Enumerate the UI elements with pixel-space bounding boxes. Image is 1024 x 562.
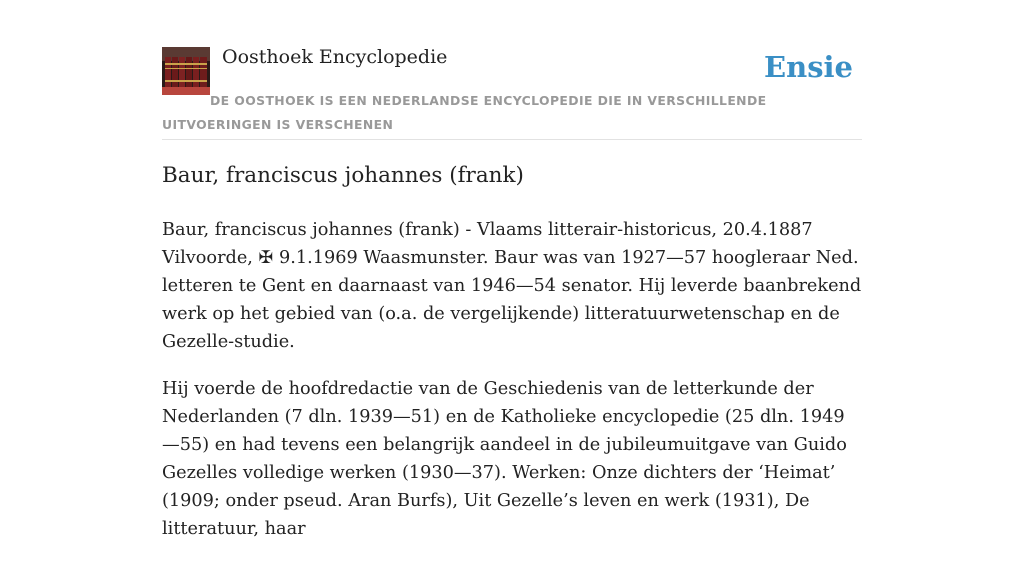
- encyclopedia-books-icon[interactable]: [162, 47, 210, 95]
- site-name[interactable]: Oosthoek Encyclopedie: [222, 46, 448, 68]
- brand-logo[interactable]: Ensie: [764, 50, 853, 84]
- header-divider: [162, 139, 862, 140]
- article-body: [162, 216, 862, 562]
- article-paragraph: Hij voerde de hoofdredactie van de Geschiedenis van de letterkunde der Nederlanden (7 dln. 1939—51) en de Katholieke encyclopedie (25 dln. 1949—55) en had tevens een belangrijk aandeel in de jubileumuitgave van Guido Gezelles volledige werken (1930—37). Werken: Onze dichters der ‘Heimat’ (1909; onder pseud. Aran Burfs), Uit Gezelle’s leven en werk (1931), De litteratuur, haar: [162, 379, 847, 539]
- article-title: Baur, franciscus johannes (frank): [162, 163, 524, 188]
- article-paragraph: Baur, franciscus johannes (frank) - Vlaams litterair-historicus, 20.4.1887 Vilvoorde, ✠ 9.1.1969 Waasmunster. Baur was van 1927—57 hoogleraar Ned. letteren te Gent en daarnaast van 1946—54 senator. Hij leverde baanbrekend werk op het gebied van (o.a. de vergelijkende) litteratuurwetenschap en de Gezelle-studie.: [162, 220, 862, 352]
- site-tagline: DE OOSTHOEK IS EEN NEDERLANDSE ENCYCLOPEDIE DIE IN VERSCHILLENDE UITVOERINGEN IS VERSCHENEN: [162, 93, 767, 132]
